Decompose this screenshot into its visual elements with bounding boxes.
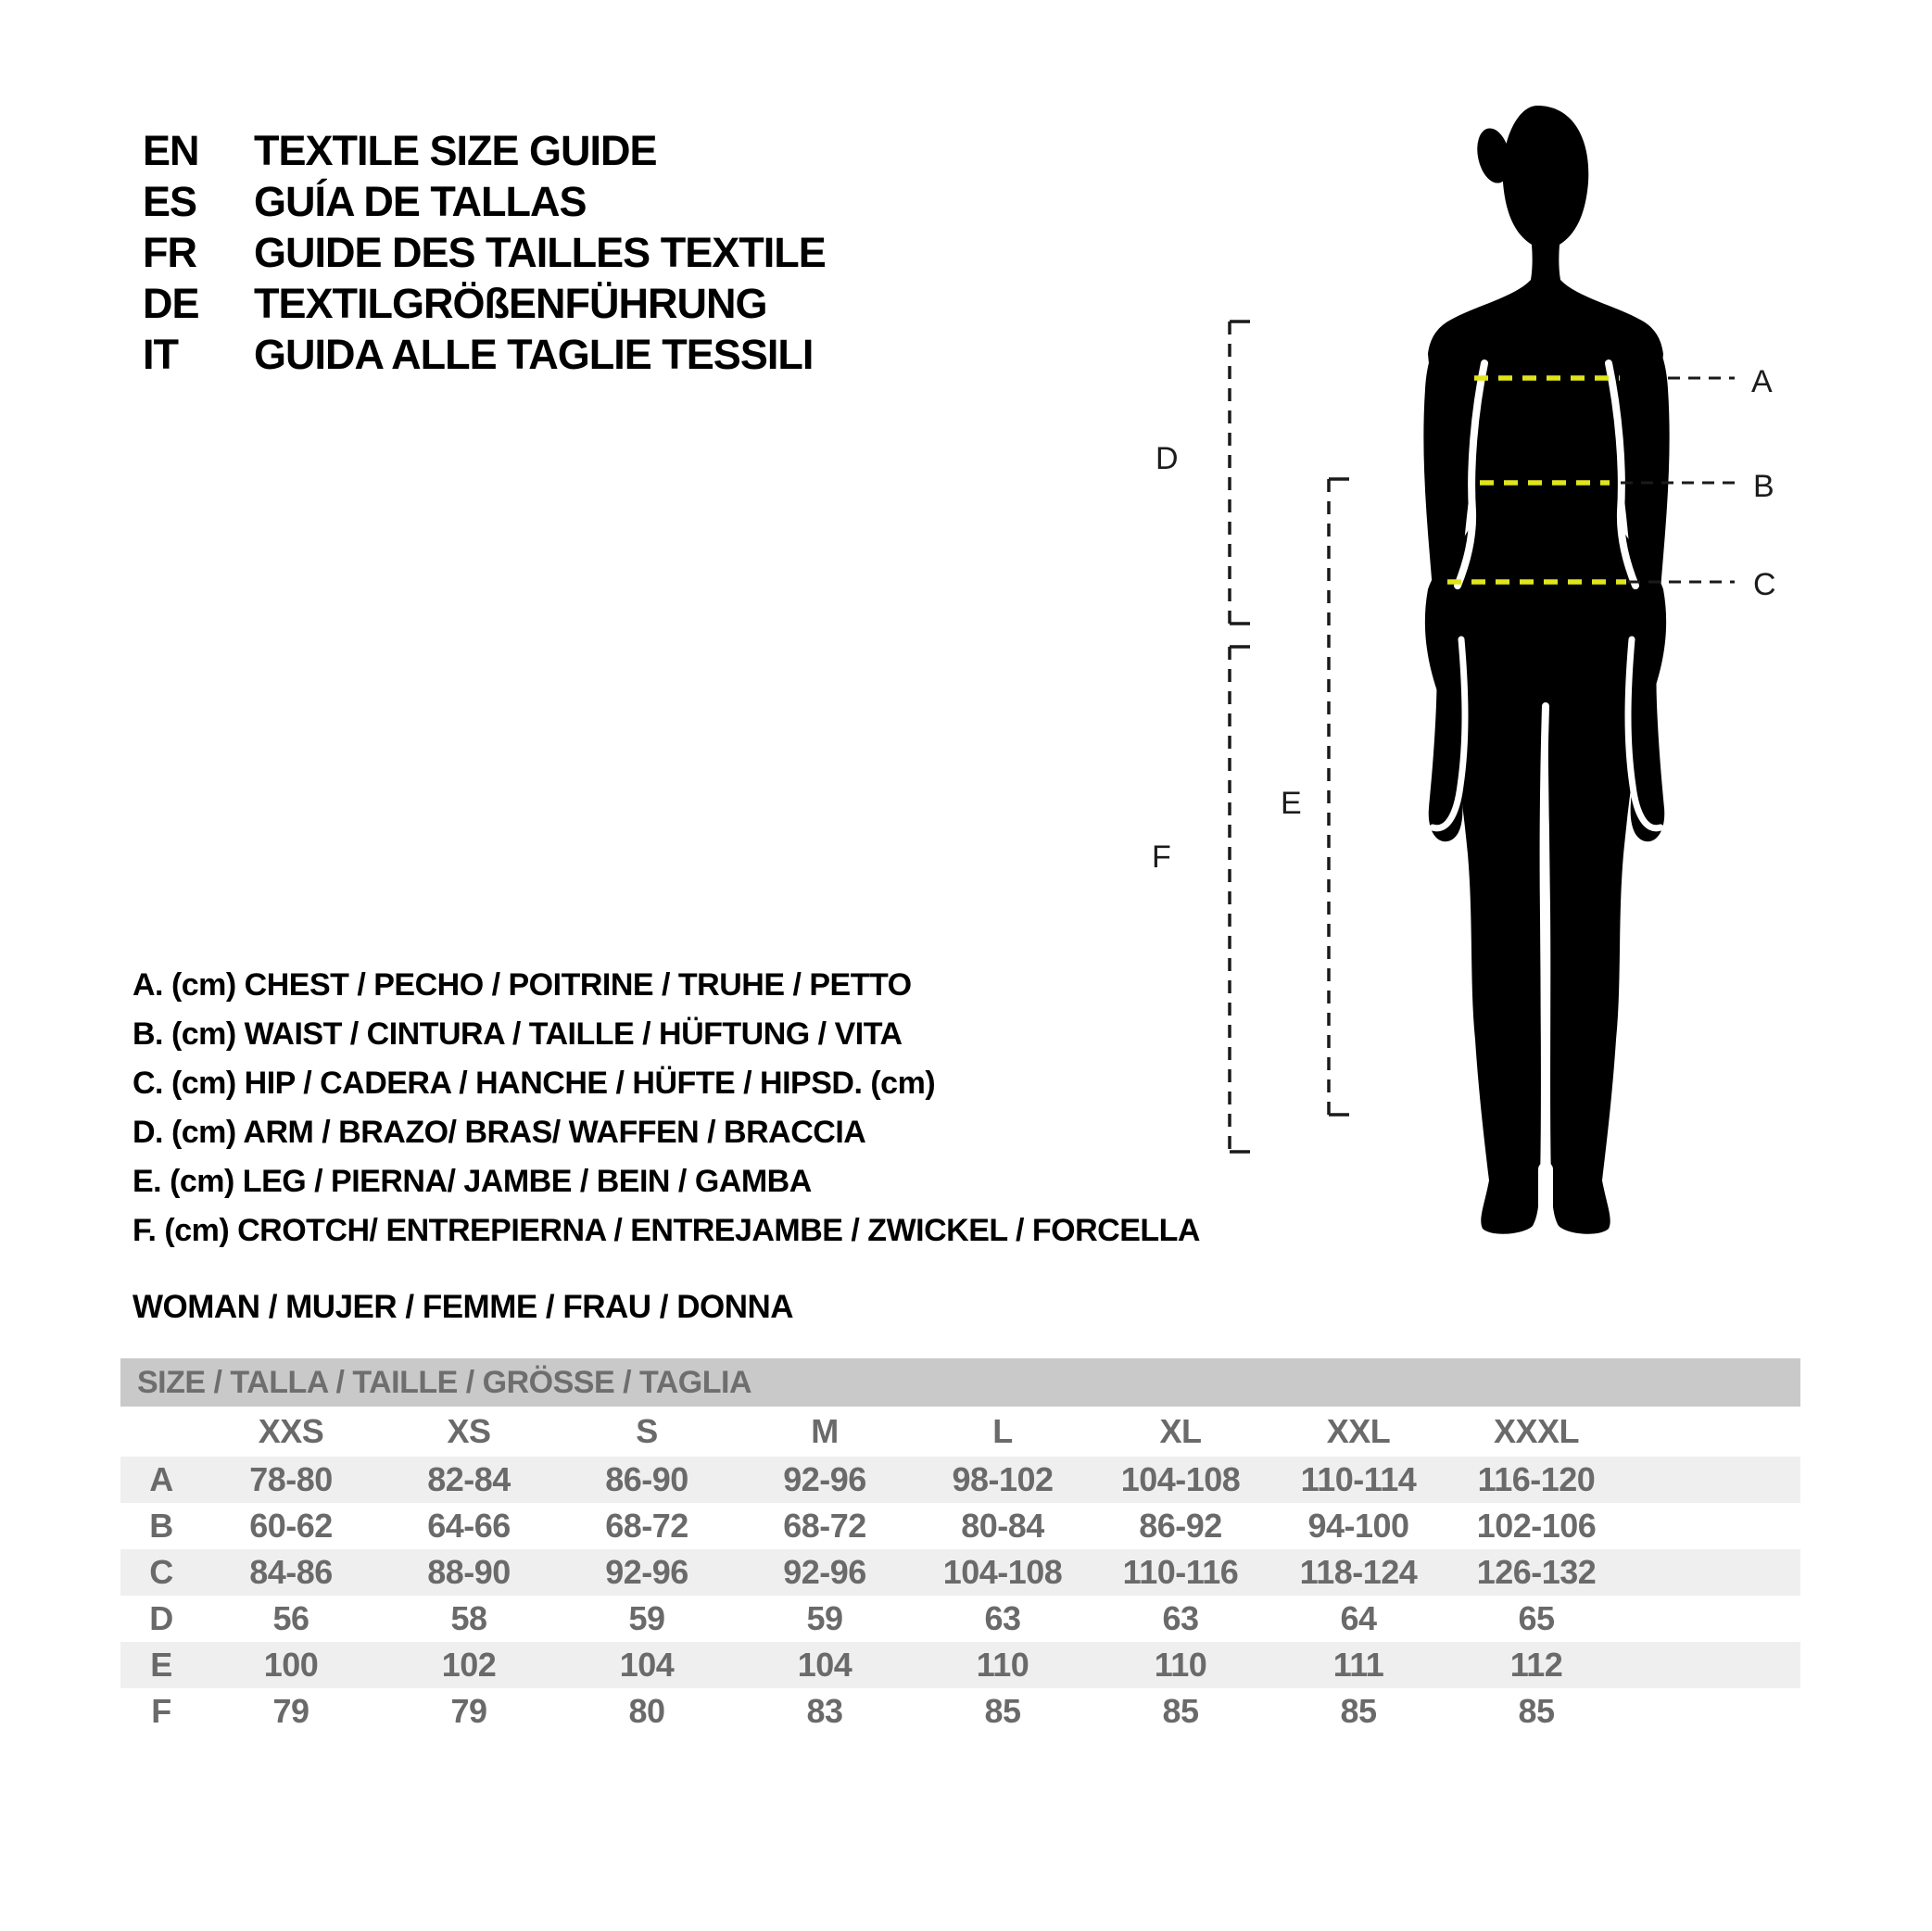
measure-value-cell: 83 xyxy=(806,1692,843,1730)
lang-title: GUIDA ALLE TAGLIE TESSILI xyxy=(254,331,814,378)
measure-value-cell: 85 xyxy=(1340,1692,1377,1730)
measure-value-cell: 68-72 xyxy=(783,1507,866,1545)
sizes-header-spacer xyxy=(120,1407,202,1457)
sizes-header-row xyxy=(120,1407,1800,1457)
measure-value-cell: 63 xyxy=(984,1599,1021,1637)
measure-value-cell: 100 xyxy=(263,1646,319,1684)
measure-value-cell: 85 xyxy=(1162,1692,1199,1730)
measure-value-cell: 68-72 xyxy=(605,1507,688,1545)
measure-value-cell: 110-116 xyxy=(1122,1553,1239,1591)
measure-value-cell: 110-114 xyxy=(1300,1460,1417,1498)
measure-row-f xyxy=(120,1688,1800,1735)
sizes-header-filler xyxy=(1625,1407,1800,1457)
measure-value-cell: 85 xyxy=(1518,1692,1555,1730)
measure-verticals xyxy=(1230,322,1349,1152)
measure-row-label: B xyxy=(149,1507,173,1545)
measure-row-c xyxy=(120,1549,1800,1596)
measure-value-cell: 82-84 xyxy=(427,1460,511,1498)
measure-value-cell: 110 xyxy=(976,1646,1029,1684)
measure-value-cell: 84-86 xyxy=(249,1553,333,1591)
measure-row-label: A xyxy=(149,1460,173,1498)
lang-row-es xyxy=(143,176,826,227)
lang-title: GUÍA DE TALLAS xyxy=(254,178,587,225)
measure-value-cell: 102 xyxy=(441,1646,497,1684)
marker-label-crotch: F xyxy=(1152,839,1171,875)
lang-code: ES xyxy=(143,178,197,225)
size-table-body xyxy=(120,1457,1800,1735)
size-col-header: M xyxy=(811,1412,839,1450)
legend-chest: A. (cm) CHEST / PECHO / POITRINE / TRUHE / PETTO xyxy=(133,967,912,1003)
measure-value-cell: 126-132 xyxy=(1476,1553,1597,1591)
measure-value-cell: 86-90 xyxy=(605,1460,688,1498)
measure-value-cell: 59 xyxy=(806,1599,843,1637)
row-filler xyxy=(1625,1549,1800,1596)
measure-value-cell: 56 xyxy=(272,1599,309,1637)
size-col-header: S xyxy=(636,1412,658,1450)
size-col-header: XL xyxy=(1159,1412,1202,1450)
measure-row-a xyxy=(120,1457,1800,1503)
marker-label-chest: A xyxy=(1751,364,1773,399)
lang-code: IT xyxy=(143,331,178,378)
measure-value-cell: 80 xyxy=(628,1692,665,1730)
row-filler xyxy=(1625,1596,1800,1642)
legend-waist: B. (cm) WAIST / CINTURA / TAILLE / HÜFTUNG / VITA xyxy=(133,1016,903,1052)
lang-title: GUIDE DES TAILLES TEXTILE xyxy=(254,229,826,276)
marker-label-arm: D xyxy=(1155,441,1179,476)
measure-value-cell: 88-90 xyxy=(427,1553,511,1591)
size-col-header: XXXL xyxy=(1493,1412,1580,1450)
lang-title: TEXTILE SIZE GUIDE xyxy=(254,127,657,174)
size-col-header: XXL xyxy=(1326,1412,1391,1450)
lang-row-de xyxy=(143,278,826,329)
row-filler xyxy=(1625,1642,1800,1688)
measure-value-cell: 79 xyxy=(450,1692,487,1730)
measure-value-cell: 112 xyxy=(1509,1646,1563,1684)
measure-row-label: C xyxy=(149,1553,173,1591)
size-col-header: L xyxy=(992,1412,1013,1450)
measure-value-cell: 92-96 xyxy=(783,1460,866,1498)
lang-row-en xyxy=(143,125,826,176)
measure-value-cell: 104-108 xyxy=(942,1553,1063,1591)
measure-value-cell: 92-96 xyxy=(783,1553,866,1591)
lang-title: TEXTILGRÖßENFÜHRUNG xyxy=(254,280,767,327)
measure-value-cell: 64 xyxy=(1340,1599,1377,1637)
gender-heading: WOMAN / MUJER / FEMME / FRAU / DONNA xyxy=(133,1289,794,1325)
size-table-header-band: SIZE / TALLA / TAILLE / GRÖSSE / TAGLIA xyxy=(120,1358,1800,1407)
measure-value-cell: 92-96 xyxy=(605,1553,688,1591)
lang-row-fr xyxy=(143,227,826,278)
lang-row-it xyxy=(143,329,826,380)
measure-value-cell: 104 xyxy=(619,1646,675,1684)
measure-value-cell: 58 xyxy=(450,1599,487,1637)
measure-value-cell: 79 xyxy=(272,1692,309,1730)
measure-row-e xyxy=(120,1642,1800,1688)
lang-code: FR xyxy=(143,229,196,276)
lang-code: EN xyxy=(143,127,199,174)
measure-value-cell: 104 xyxy=(797,1646,852,1684)
measure-ticks xyxy=(1230,322,1349,1152)
measurement-legend xyxy=(133,961,1200,1256)
measure-row-label: E xyxy=(150,1646,172,1684)
language-title-list xyxy=(143,125,826,380)
measure-value-cell: 98-102 xyxy=(952,1460,1054,1498)
measure-value-cell: 104-108 xyxy=(1120,1460,1241,1498)
row-filler xyxy=(1625,1503,1800,1549)
size-table xyxy=(120,1407,1800,1735)
measure-value-cell: 102-106 xyxy=(1476,1507,1597,1545)
legend-arm: D. (cm) ARM / BRAZO/ BRAS/ WAFFEN / BRACCIA xyxy=(133,1115,866,1150)
body-silhouette-diagram xyxy=(1149,79,1835,1251)
measure-value-cell: 63 xyxy=(1162,1599,1199,1637)
measure-value-cell: 85 xyxy=(984,1692,1021,1730)
measure-value-cell: 80-84 xyxy=(961,1507,1044,1545)
measure-value-cell: 86-92 xyxy=(1139,1507,1222,1545)
size-col-header: XS xyxy=(447,1412,491,1450)
measure-value-cell: 60-62 xyxy=(249,1507,333,1545)
measure-value-cell: 64-66 xyxy=(427,1507,511,1545)
measure-row-b xyxy=(120,1503,1800,1549)
measure-value-cell: 78-80 xyxy=(249,1460,333,1498)
measure-row-d xyxy=(120,1596,1800,1642)
marker-label-hip: C xyxy=(1753,567,1776,602)
row-filler xyxy=(1625,1457,1800,1503)
measure-value-cell: 116-120 xyxy=(1477,1460,1596,1498)
measure-value-cell: 65 xyxy=(1518,1599,1555,1637)
row-filler xyxy=(1625,1688,1800,1735)
size-table-section xyxy=(120,1358,1800,1735)
marker-label-leg: E xyxy=(1281,786,1302,821)
legend-leg: E. (cm) LEG / PIERNA/ JAMBE / BEIN / GAMBA xyxy=(133,1164,812,1199)
legend-crotch: F. (cm) CROTCH/ ENTREPIERNA / ENTREJAMBE / ZWICKEL / FORCELLA xyxy=(133,1213,1200,1248)
legend-hip: C. (cm) HIP / CADERA / HANCHE / HÜFTE / HIPSD. (cm) xyxy=(133,1066,936,1101)
measure-row-label: F xyxy=(151,1692,171,1730)
lang-code: DE xyxy=(143,280,199,327)
measure-value-cell: 110 xyxy=(1154,1646,1207,1684)
measure-value-cell: 111 xyxy=(1332,1646,1384,1684)
size-col-header: XXS xyxy=(258,1412,324,1450)
marker-label-waist: B xyxy=(1753,469,1774,504)
measure-value-cell: 118-124 xyxy=(1299,1553,1418,1591)
measure-value-cell: 94-100 xyxy=(1307,1507,1409,1545)
measure-row-label: D xyxy=(149,1599,173,1637)
measure-value-cell: 59 xyxy=(628,1599,665,1637)
